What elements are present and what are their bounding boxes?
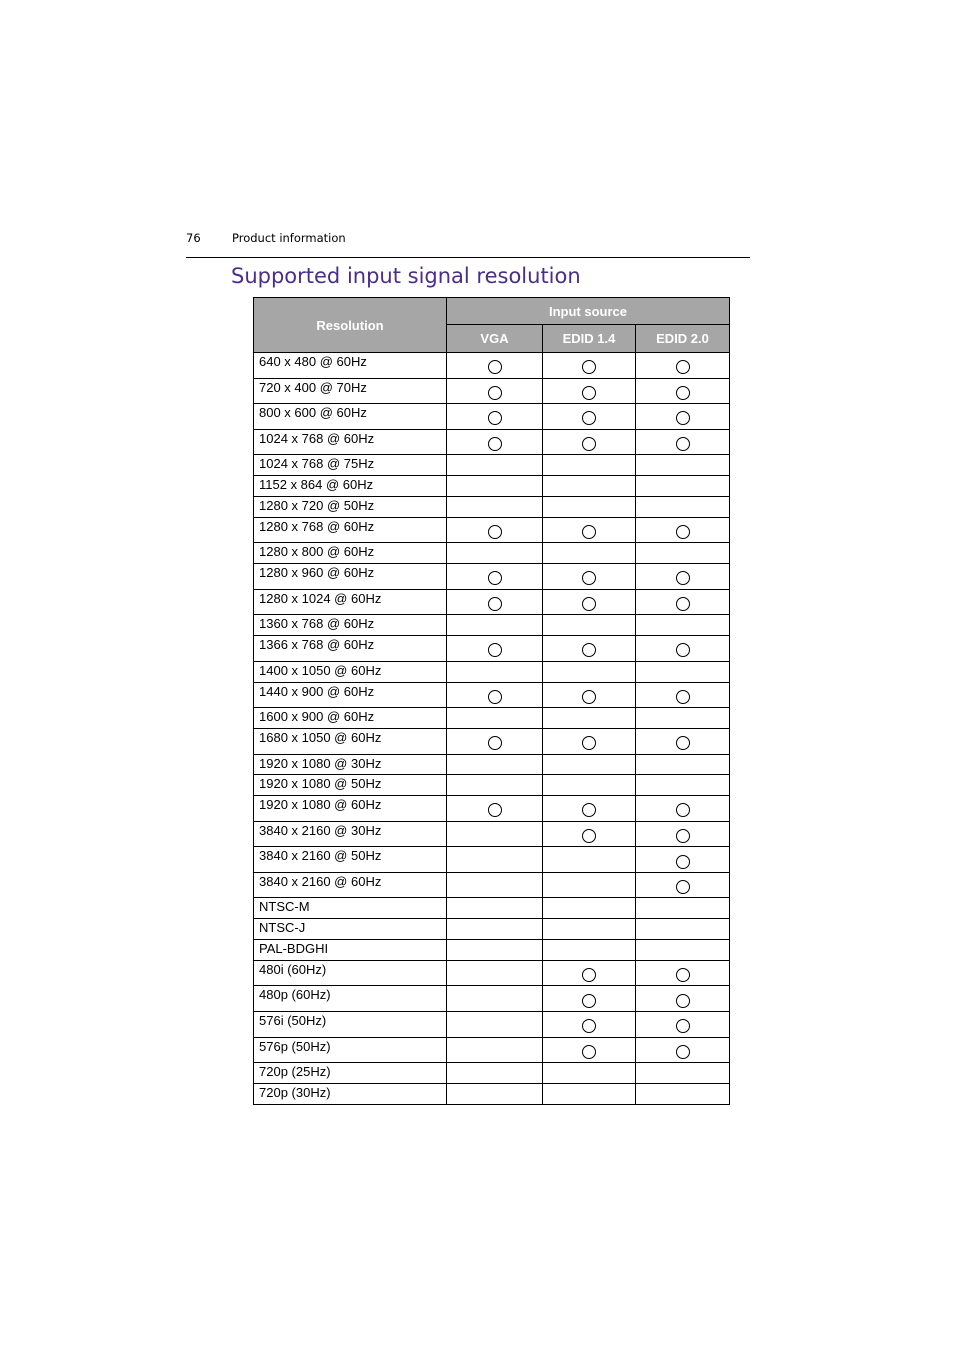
edid14-support-cell <box>543 353 636 379</box>
table-row <box>254 476 730 497</box>
edid20-support-cell <box>636 661 730 682</box>
resolution-cell: 1280 x 768 @ 60Hz <box>254 517 447 543</box>
supported-circle-icon <box>676 880 690 894</box>
vga-support-cell <box>447 1012 543 1038</box>
table-row <box>254 940 730 961</box>
supported-circle-icon <box>488 411 502 425</box>
edid20-support-cell <box>636 960 730 986</box>
vga-support-cell <box>447 775 543 796</box>
edid20-support-cell <box>636 775 730 796</box>
edid14-support-cell <box>543 898 636 919</box>
edid20-support-cell <box>636 682 730 708</box>
supported-circle-icon <box>676 643 690 657</box>
edid14-support-cell <box>543 429 636 455</box>
edid14-support-cell <box>543 708 636 729</box>
table-row <box>254 960 730 986</box>
table-row <box>254 496 730 517</box>
vga-support-cell <box>447 517 543 543</box>
vga-support-cell <box>447 847 543 873</box>
edid14-support-cell <box>543 636 636 662</box>
vga-column-header: VGA <box>447 325 543 353</box>
table-row <box>254 429 730 455</box>
edid20-support-cell <box>636 517 730 543</box>
vga-support-cell <box>447 589 543 615</box>
section-name: Product information <box>232 231 346 245</box>
input-source-header: Input source <box>447 298 730 325</box>
supported-circle-icon <box>676 360 690 374</box>
vga-support-cell <box>447 404 543 430</box>
supported-circle-icon <box>676 1045 690 1059</box>
supported-circle-icon <box>582 690 596 704</box>
supported-circle-icon <box>676 736 690 750</box>
edid20-support-cell <box>636 919 730 940</box>
edid14-support-cell <box>543 1084 636 1105</box>
edid20-support-cell <box>636 378 730 404</box>
edid20-support-cell <box>636 496 730 517</box>
resolution-cell: 1024 x 768 @ 60Hz <box>254 429 447 455</box>
resolution-cell: 1920 x 1080 @ 50Hz <box>254 775 447 796</box>
edid14-support-cell <box>543 564 636 590</box>
vga-support-cell <box>447 682 543 708</box>
supported-circle-icon <box>676 690 690 704</box>
vga-support-cell <box>447 378 543 404</box>
supported-circle-icon <box>488 690 502 704</box>
vga-support-cell <box>447 919 543 940</box>
edid20-support-cell <box>636 847 730 873</box>
table-row <box>254 661 730 682</box>
vga-support-cell <box>447 661 543 682</box>
vga-support-cell <box>447 960 543 986</box>
edid20-support-cell <box>636 1084 730 1105</box>
vga-support-cell <box>447 986 543 1012</box>
edid14-support-cell <box>543 775 636 796</box>
table-row <box>254 615 730 636</box>
supported-circle-icon <box>582 386 596 400</box>
edid20-support-cell <box>636 404 730 430</box>
edid14-support-cell <box>543 615 636 636</box>
supported-circle-icon <box>488 803 502 817</box>
edid14-support-cell <box>543 517 636 543</box>
edid14-support-cell <box>543 496 636 517</box>
table-row <box>254 543 730 564</box>
edid14-support-cell <box>543 589 636 615</box>
edid20-support-cell <box>636 898 730 919</box>
resolution-cell: 576i (50Hz) <box>254 1012 447 1038</box>
resolution-cell: 1280 x 720 @ 50Hz <box>254 496 447 517</box>
supported-circle-icon <box>676 803 690 817</box>
edid20-support-cell <box>636 353 730 379</box>
edid20-support-cell <box>636 872 730 898</box>
supported-circle-icon <box>488 437 502 451</box>
supported-circle-icon <box>582 525 596 539</box>
supported-circle-icon <box>488 386 502 400</box>
supported-circle-icon <box>582 437 596 451</box>
resolution-cell: 1600 x 900 @ 60Hz <box>254 708 447 729</box>
supported-circle-icon <box>676 968 690 982</box>
edid14-support-cell <box>543 1063 636 1084</box>
edid14-support-cell <box>543 1012 636 1038</box>
table-row <box>254 898 730 919</box>
supported-circle-icon <box>676 994 690 1008</box>
supported-circle-icon <box>488 525 502 539</box>
resolution-cell: 480i (60Hz) <box>254 960 447 986</box>
vga-support-cell <box>447 796 543 822</box>
resolution-cell: 720p (25Hz) <box>254 1063 447 1084</box>
supported-circle-icon <box>676 525 690 539</box>
resolution-cell: 1920 x 1080 @ 30Hz <box>254 754 447 775</box>
edid20-support-cell <box>636 1012 730 1038</box>
supported-circle-icon <box>676 411 690 425</box>
table-row <box>254 847 730 873</box>
vga-support-cell <box>447 898 543 919</box>
supported-circle-icon <box>676 597 690 611</box>
edid20-support-cell <box>636 940 730 961</box>
supported-circle-icon <box>676 1019 690 1033</box>
table-body <box>254 353 730 1105</box>
edid14-support-cell <box>543 476 636 497</box>
resolution-cell: 480p (60Hz) <box>254 986 447 1012</box>
supported-circle-icon <box>488 736 502 750</box>
table-row <box>254 517 730 543</box>
edid14-support-cell <box>543 821 636 847</box>
vga-support-cell <box>447 543 543 564</box>
edid14-support-cell <box>543 543 636 564</box>
supported-circle-icon <box>582 803 596 817</box>
resolution-cell: 1024 x 768 @ 75Hz <box>254 455 447 476</box>
table-row <box>254 821 730 847</box>
resolution-cell: 1360 x 768 @ 60Hz <box>254 615 447 636</box>
edid20-support-cell <box>636 728 730 754</box>
supported-circle-icon <box>488 643 502 657</box>
resolution-cell: 720 x 400 @ 70Hz <box>254 378 447 404</box>
edid20-support-cell <box>636 796 730 822</box>
header-divider <box>186 257 750 258</box>
vga-support-cell <box>447 940 543 961</box>
edid20-support-cell <box>636 986 730 1012</box>
table-row <box>254 986 730 1012</box>
edid14-support-cell <box>543 986 636 1012</box>
table-row <box>254 455 730 476</box>
resolution-cell: 1680 x 1050 @ 60Hz <box>254 728 447 754</box>
edid20-support-cell <box>636 636 730 662</box>
resolution-cell: 1152 x 864 @ 60Hz <box>254 476 447 497</box>
vga-support-cell <box>447 429 543 455</box>
supported-circle-icon <box>676 437 690 451</box>
edid14-support-cell <box>543 728 636 754</box>
edid20-support-cell <box>636 1063 730 1084</box>
table-row <box>254 636 730 662</box>
edid14-support-cell <box>543 682 636 708</box>
supported-circle-icon <box>582 829 596 843</box>
vga-support-cell <box>447 821 543 847</box>
table-row <box>254 682 730 708</box>
table-row <box>254 564 730 590</box>
edid14-support-cell <box>543 872 636 898</box>
resolution-cell: 1280 x 1024 @ 60Hz <box>254 589 447 615</box>
edid14-support-cell <box>543 960 636 986</box>
supported-circle-icon <box>582 1045 596 1059</box>
edid14-support-cell <box>543 378 636 404</box>
resolution-cell: NTSC-M <box>254 898 447 919</box>
supported-circle-icon <box>676 855 690 869</box>
edid20-support-cell <box>636 543 730 564</box>
supported-circle-icon <box>582 736 596 750</box>
page-number: 76 <box>186 231 201 245</box>
supported-circle-icon <box>676 829 690 843</box>
resolution-cell: 3840 x 2160 @ 60Hz <box>254 872 447 898</box>
vga-support-cell <box>447 496 543 517</box>
table-row <box>254 754 730 775</box>
vga-support-cell <box>447 564 543 590</box>
resolution-cell: 1920 x 1080 @ 60Hz <box>254 796 447 822</box>
table-row <box>254 589 730 615</box>
edid14-support-cell <box>543 455 636 476</box>
supported-circle-icon <box>676 386 690 400</box>
table-row <box>254 353 730 379</box>
table-row <box>254 1012 730 1038</box>
resolution-cell: 576p (50Hz) <box>254 1037 447 1063</box>
supported-circle-icon <box>676 571 690 585</box>
table-row <box>254 378 730 404</box>
table-row <box>254 708 730 729</box>
vga-support-cell <box>447 1084 543 1105</box>
resolution-table <box>253 297 730 1105</box>
edid20-support-cell <box>636 708 730 729</box>
edid14-support-cell <box>543 1037 636 1063</box>
supported-circle-icon <box>582 411 596 425</box>
edid20-support-cell <box>636 1037 730 1063</box>
table-row <box>254 728 730 754</box>
table-row <box>254 919 730 940</box>
supported-circle-icon <box>582 994 596 1008</box>
vga-support-cell <box>447 476 543 497</box>
supported-circle-icon <box>582 360 596 374</box>
table-row <box>254 404 730 430</box>
table-row <box>254 796 730 822</box>
supported-circle-icon <box>582 571 596 585</box>
edid14-support-cell <box>543 754 636 775</box>
edid20-support-cell <box>636 429 730 455</box>
resolution-column-header: Resolution <box>254 298 447 353</box>
vga-support-cell <box>447 353 543 379</box>
resolution-cell: NTSC-J <box>254 919 447 940</box>
table-row <box>254 872 730 898</box>
resolution-cell: 720p (30Hz) <box>254 1084 447 1105</box>
vga-support-cell <box>447 1037 543 1063</box>
supported-circle-icon <box>488 597 502 611</box>
edid20-column-header: EDID 2.0 <box>636 325 730 353</box>
vga-support-cell <box>447 455 543 476</box>
vga-support-cell <box>447 615 543 636</box>
edid14-support-cell <box>543 404 636 430</box>
edid20-support-cell <box>636 821 730 847</box>
edid14-column-header: EDID 1.4 <box>543 325 636 353</box>
edid20-support-cell <box>636 754 730 775</box>
vga-support-cell <box>447 728 543 754</box>
resolution-cell: PAL-BDGHI <box>254 940 447 961</box>
edid20-support-cell <box>636 615 730 636</box>
vga-support-cell <box>447 708 543 729</box>
vga-support-cell <box>447 754 543 775</box>
resolution-cell: 1366 x 768 @ 60Hz <box>254 636 447 662</box>
edid20-support-cell <box>636 476 730 497</box>
vga-support-cell <box>447 872 543 898</box>
vga-support-cell <box>447 1063 543 1084</box>
table-row <box>254 1084 730 1105</box>
resolution-cell: 640 x 480 @ 60Hz <box>254 353 447 379</box>
resolution-cell: 1280 x 800 @ 60Hz <box>254 543 447 564</box>
table-row <box>254 775 730 796</box>
supported-circle-icon <box>582 968 596 982</box>
page-title: Supported input signal resolution <box>231 264 581 288</box>
table-row <box>254 1037 730 1063</box>
resolution-cell: 3840 x 2160 @ 50Hz <box>254 847 447 873</box>
resolution-cell: 1400 x 1050 @ 60Hz <box>254 661 447 682</box>
edid20-support-cell <box>636 589 730 615</box>
edid20-support-cell <box>636 564 730 590</box>
supported-circle-icon <box>582 643 596 657</box>
resolution-cell: 1280 x 960 @ 60Hz <box>254 564 447 590</box>
resolution-cell: 3840 x 2160 @ 30Hz <box>254 821 447 847</box>
edid20-support-cell <box>636 455 730 476</box>
resolution-cell: 1440 x 900 @ 60Hz <box>254 682 447 708</box>
vga-support-cell <box>447 636 543 662</box>
supported-circle-icon <box>488 571 502 585</box>
supported-circle-icon <box>582 1019 596 1033</box>
supported-circle-icon <box>582 597 596 611</box>
supported-circle-icon <box>488 360 502 374</box>
table-row <box>254 1063 730 1084</box>
edid14-support-cell <box>543 847 636 873</box>
edid14-support-cell <box>543 661 636 682</box>
edid14-support-cell <box>543 796 636 822</box>
edid14-support-cell <box>543 940 636 961</box>
edid14-support-cell <box>543 919 636 940</box>
resolution-cell: 800 x 600 @ 60Hz <box>254 404 447 430</box>
